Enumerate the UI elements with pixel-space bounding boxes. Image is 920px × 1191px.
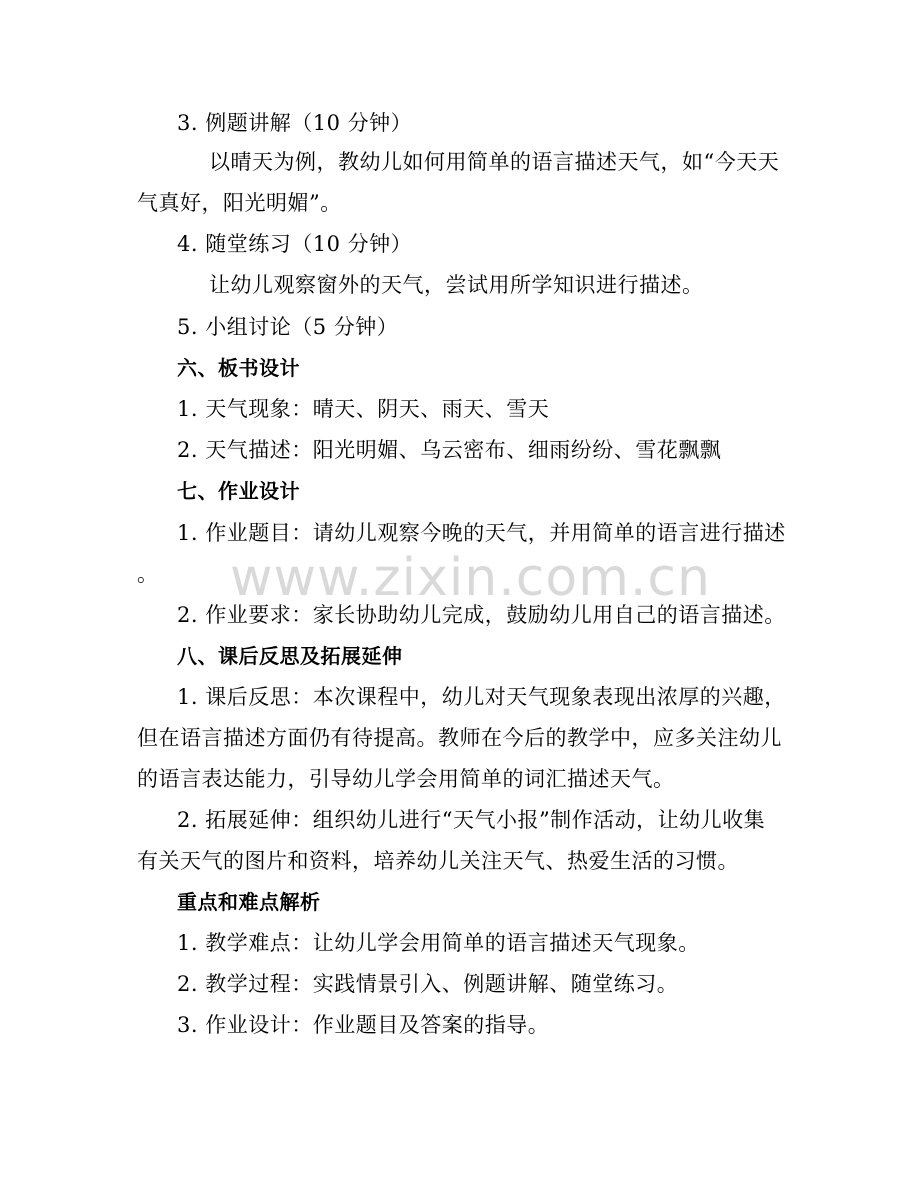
key-point-homework: 3. 作业设计：作业题目及答案的指导。 [177, 1013, 550, 1037]
reflection-line-2: 但在语言描述方面仍有待提高。教师在今后的教学中，应多关注幼儿 [137, 726, 782, 750]
homework-requirement: 2. 作业要求：家长协助幼儿完成，鼓励幼儿用自己的语言描述。 [177, 603, 786, 627]
key-point-difficulty: 1. 教学难点：让幼儿学会用简单的语言描述天气现象。 [177, 931, 700, 955]
reflection-line-3: 的语言表达能力，引导幼儿学会用简单的词汇描述天气。 [137, 767, 675, 791]
section-heading-board-design: 六、板书设计 [177, 356, 300, 380]
reflection-line-1: 1. 课后反思：本次课程中，幼儿对天气现象表现出浓厚的兴趣， [177, 685, 786, 709]
board-item-weather-phenomena: 1. 天气现象：晴天、阴天、雨天、雪天 [177, 397, 550, 421]
extension-line-2: 有关天气的图片和资料，培养幼儿关注天气、热爱生活的习惯。 [137, 849, 739, 873]
homework-topic-continuation: 。 [137, 562, 159, 586]
item-example-explanation: 3. 例题讲解（10 分钟） [177, 111, 413, 135]
paragraph-practice: 让幼儿观察窗外的天气，尝试用所学知识进行描述。 [209, 273, 704, 297]
section-heading-reflection-extension: 八、课后反思及拓展延伸 [177, 644, 403, 668]
extension-line-1: 2. 拓展延伸：组织幼儿进行“天气小报”制作活动，让幼儿收集 [177, 808, 766, 832]
key-point-process: 2. 教学过程：实践情景引入、例题讲解、随堂练习。 [177, 972, 679, 996]
watermark: www.zixin.com.cn [230, 548, 711, 608]
paragraph-example-line-1: 以晴天为例，教幼儿如何用简单的语言描述天气，如“今天天 [209, 150, 780, 174]
section-heading-homework-design: 七、作业设计 [177, 479, 300, 503]
section-heading-key-points: 重点和难点解析 [177, 890, 321, 914]
item-group-discussion: 5. 小组讨论（5 分钟） [177, 315, 399, 339]
homework-topic: 1. 作业题目：请幼儿观察今晚的天气，并用简单的语言进行描述 [177, 521, 786, 545]
item-classroom-practice: 4. 随堂练习（10 分钟） [177, 232, 413, 256]
paragraph-example-line-2: 气真好，阳光明媚”。 [137, 191, 342, 215]
board-item-weather-description: 2. 天气描述：阳光明媚、乌云密布、细雨纷纷、雪花飘飘 [177, 438, 722, 462]
